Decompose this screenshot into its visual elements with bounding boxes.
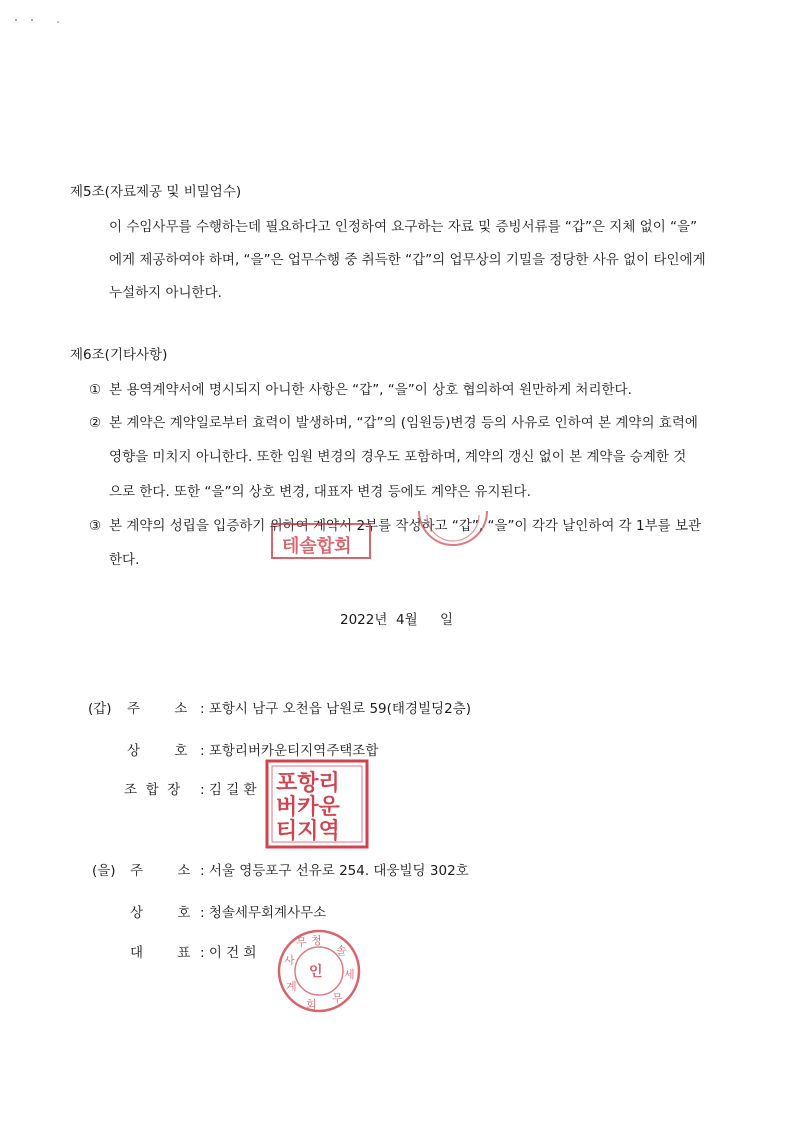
party-b-round-seal: [276, 928, 362, 1014]
svg-text:회: 회: [306, 998, 317, 1011]
partial-seal-right: [413, 505, 493, 555]
article5-line-3: 누설하지 아니한다.: [109, 285, 222, 301]
partial-seal-left: [268, 520, 378, 560]
svg-text:무: 무: [332, 992, 343, 1005]
party-a-company: : 포항리버카운티지역주택조합: [200, 743, 379, 759]
svg-text:무: 무: [296, 936, 307, 949]
svg-text:버카운: 버카운: [276, 795, 340, 820]
party-a-rep: : 김 길 환: [200, 782, 257, 798]
svg-text:테솔합회: 테솔합회: [282, 536, 352, 557]
party-b-company-label: 상 호: [130, 905, 191, 921]
svg-text:세: 세: [344, 968, 355, 981]
article5-line-2: 에게 제공하여야 하며, “을”은 업무수행 중 취득한 “갑”의 업무상의 기밀을 정당한 사유 없이 타인에게: [109, 252, 706, 268]
date-month: 4월: [396, 612, 418, 628]
article5-title: 제5조(자료제공 및 비밀엄수): [70, 184, 242, 200]
svg-text:계: 계: [286, 980, 297, 993]
svg-text:솔: 솔: [336, 944, 347, 957]
svg-text:인: 인: [309, 964, 323, 980]
item2-line-1: 본 계약은 계약일로부터 효력이 발생하며, “갑”의 (임원등)변경 등의 사유로 인하여 본 계약의 효력에: [109, 415, 698, 431]
party-b-rep: : 이 건 희: [200, 945, 257, 961]
party-a-rep-label: 조 합 장: [124, 782, 181, 798]
party-a-label: (갑): [88, 701, 112, 717]
party-a-address-label: 주 소: [127, 701, 188, 717]
party-a-square-seal: [264, 758, 370, 850]
item1-line-1: 본 용역계약서에 명시되지 아니한 사항은 “갑”, “을”이 상호 협의하여 원만하게 처리한다.: [109, 382, 632, 398]
item2-line-3: 으로 한다. 또한 “을”의 상호 변경, 대표자 변경 등에도 계약은 유지된다.: [109, 484, 531, 500]
party-b-address: : 서울 영등포구 선유로 254. 대웅빌딩 302호: [200, 863, 469, 879]
svg-text:사: 사: [284, 954, 295, 967]
article6-title: 제6조(기타사항): [70, 347, 168, 363]
item3-marker: ③: [89, 518, 102, 534]
party-b-address-label: 주 소: [130, 863, 191, 879]
item1-marker: ①: [89, 382, 102, 398]
date-year: 2022년: [340, 612, 388, 628]
item2-line-2: 영향을 미치지 아니한다. 또한 임원 변경의 경우도 포함하며, 계약의 갱신 없이 본 계약을 승계한 것: [109, 449, 687, 465]
item2-marker: ②: [89, 415, 102, 431]
party-b-company: : 청솔세무회계사무소: [200, 905, 327, 921]
svg-text:티지역: 티지역: [276, 819, 340, 844]
article5-line-1: 이 수임사무를 수행하는데 필요하다고 인정하여 요구하는 자료 및 증빙서류를 “갑”은 지체 없이 “을”: [109, 219, 698, 235]
svg-text:포항리: 포항리: [276, 771, 340, 796]
date-day: 일: [440, 612, 454, 628]
svg-text:청: 청: [311, 934, 322, 947]
scan-specks: [12, 14, 72, 30]
item3-line-1: 본 계약의 성립을 입증하기 위하여 계약서 2부를 작성하고 “갑”, “을”이 각각 날인하여 각 1부를 보관: [109, 518, 702, 534]
party-b-label: (을): [92, 863, 116, 879]
party-b-rep-label: 대 표: [130, 945, 191, 961]
party-a-company-label: 상 호: [127, 743, 188, 759]
item3-line-2: 한다.: [109, 552, 140, 568]
party-a-address: : 포항시 남구 오천읍 남원로 59(태경빌딩2층): [200, 701, 471, 717]
